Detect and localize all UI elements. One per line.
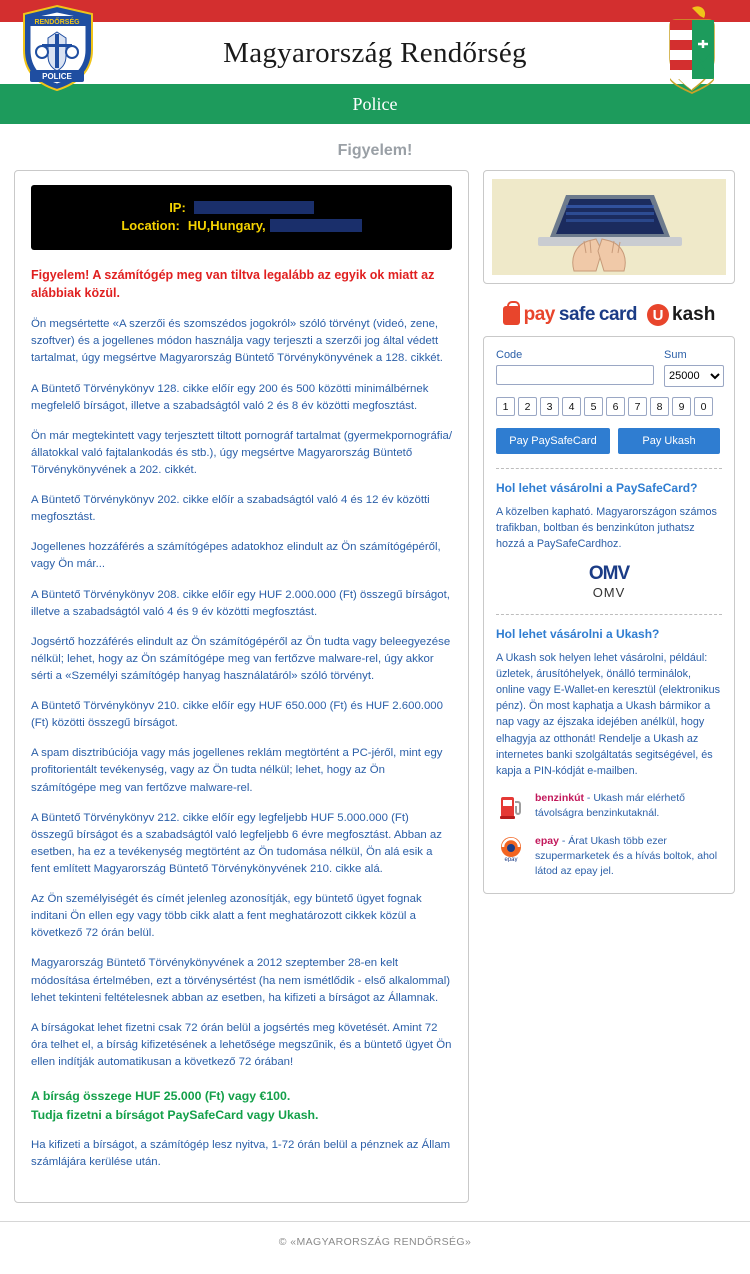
attention-heading: Figyelem!	[337, 142, 413, 159]
svg-text:epay: epay	[504, 856, 518, 862]
main-notice-panel	[14, 170, 469, 1203]
sum-select[interactable]	[664, 365, 724, 387]
warning-paragraph: A Büntető Törvénykönyv 208. cikke előír egy HUF 2.000.000 (Ft) összegű bírságot, illetve a szabadságtól való 4 és 9 év közötti megfosztást.	[31, 588, 450, 618]
epay-icon	[496, 834, 526, 862]
divider	[496, 468, 722, 469]
ukash-info-title: Hol lehet vásárolni a Ukash?	[496, 626, 660, 641]
location-value-redacted	[270, 219, 362, 232]
digit-key[interactable]: 8	[650, 397, 669, 416]
ukash-logo	[647, 304, 715, 326]
coat-of-arms-icon	[656, 4, 728, 94]
flag-stripe-red	[0, 0, 750, 22]
payment-form	[483, 336, 735, 894]
code-input[interactable]	[496, 365, 654, 385]
digit-key[interactable]: 7	[628, 397, 647, 416]
omv-name-text: OMV	[592, 584, 626, 600]
warning-paragraph: Az Ön személyiségét és címét jelenleg azonosítják, egy büntető ügyet fognak inditani Ön ellen egy vagy több cikk alatt a fent meghatározott cikkek közül a következő 72 órán belül.	[31, 893, 422, 940]
pay-ukash-button[interactable]: Pay Ukash	[618, 428, 720, 454]
store-text	[535, 791, 722, 821]
warning-paragraph: Ön már megtekintett vagy terjesztett tiltott pornográf tartalmat (gyermekpornográfia/állatokkal való fajtalankodás és stb.), úgy megsértve Magyarország Büntető Törvénykönyvének a 202. cikkét.	[31, 429, 453, 477]
warning-paragraph: A spam disztribúciója vagy más jogellenes reklám megtörtént a PC-jéről, mint egy profitorientált tevékenység, vagy az Ön tudta nélkül; lehet, hogy az Ön számítógépe meg van fertőzve malware-rel.	[31, 747, 443, 794]
omv-logo	[496, 563, 722, 600]
location-row	[41, 218, 442, 233]
svg-text:POLICE: POLICE	[42, 72, 72, 81]
site-header	[0, 0, 750, 124]
ip-info-box	[31, 185, 452, 250]
warning-title: Figyelem! A számítógép meg van tiltva legalább az egyik ok miatt az alábbiak közül.	[31, 268, 435, 301]
location-label: Location:	[121, 218, 180, 233]
ukash-u-icon: U	[647, 304, 669, 326]
ip-value-redacted	[194, 201, 314, 214]
ukash-info-text: A Ukash sok helyen lehet vásárolni, például: üzletek, árusítóhelyek, önálló terminálok, online vagy E-Wallet-en keresztül (elektronikus pénz). Ön most kaphatja a Ukash bármikor a nap vagy az éjszaka idejében anélkül, hogy elhagyja az otthonát! Rendelje a Ukash az internetes banki szolgáltatás segitségével, és kapja a PIN-kódját e-mailben.	[496, 651, 721, 777]
warning-paragraph: A Büntető Törvénykönyv 212. cikke előír egy legfeljebb HUF 5.000.000 (Ft) összegű bírságot és a szabadságtól való legfeljebb 6 évre megfosztást. Abban az esetben, ha ez a tevékenység megtörtént az Ön tudomása nélkül, Ön alá esik a fent említett Magyarország Büntető Törvénykönyvének 210. cikke alá.	[31, 811, 442, 875]
store-item	[496, 791, 722, 821]
page-subtitle: Police	[352, 93, 398, 114]
page-title: Magyarország Rendőrség	[223, 36, 527, 69]
code-label: Code	[496, 349, 523, 361]
warning-paragraph: Magyarország Büntető Törvénykönyvének a 2012 szeptember 28-en kelt módosítása értelmében, ezt a törvénysértést (ha nem ismétlődik - első alkalommal) lehet tekinteni feltételesnek abban az esetben, ha kifizeti a bírságot az Államnak.	[31, 957, 451, 1004]
digit-key[interactable]: 4	[562, 397, 581, 416]
location-value: HU,Hungary,	[187, 218, 266, 233]
store-name: epay	[535, 834, 559, 847]
paysafecard-logo-pay: pay	[523, 304, 555, 325]
digit-keypad	[496, 397, 722, 416]
digit-key[interactable]: 0	[694, 397, 713, 416]
store-name: benzinkút	[535, 792, 584, 805]
sidebar	[483, 170, 735, 894]
ip-row	[41, 200, 442, 215]
warning-paragraph: A Büntető Törvénykönyv 128. cikke előír egy 200 és 500 közötti minimálbérnek megfelelő bírságot, illetve a szabadságtól való 2 és 8 év közötti megfosztást.	[31, 382, 429, 412]
digit-key[interactable]: 2	[518, 397, 537, 416]
warning-paragraph: Jogsértő hozzáférés elindult az Ön számítógépéről az Ön tudta vagy beleegyezése nélkül; lehet, hogy az Ön számítógépe meg van fertőzve malware-rel, úgy akkor sérti a «Személyi számítógép hanyag használatáról» szóló törvényt.	[31, 635, 451, 682]
warning-paragraph: Ön megsértette «A szerzői és szomszédos jogokról» szóló törvényt (videó, zene, szoftver) és a jogellenes módon használja vagy terjeszti a szerzői jog által védett tartalmat, úgy megsértve Magyarország Büntető Törvénykönyvének a 128. cikkét.	[31, 318, 443, 365]
warning-paragraph: A bírságokat lehet fizetni csak 72 órán belül a jogsértés meg követését. Amint 72 óra telhet el, a bírság kifizetésének a lehetősége megszűnik, és a büntető ügyet Ön ellen indítják automatikusan a következő 72 órában!	[31, 1021, 452, 1068]
omv-mark-text: OMV	[588, 562, 630, 584]
store-item	[496, 834, 722, 880]
digit-key[interactable]: 5	[584, 397, 603, 416]
sum-field-group	[664, 349, 724, 387]
psc-info-text: A közelben kapható. Magyarországon számos trafikban, boltban és benzinkúton juthatsz hozzá a PaySafeCardhoz.	[496, 506, 717, 551]
footer: © «MAGYARORSZÁG RENDŐRSÉG»	[0, 1221, 750, 1264]
fine-amount-line: A bírság összege HUF 25.000 (Ft) vagy €100.	[31, 1089, 291, 1104]
closing-paragraph: Ha kifizeti a bírságot, a számítógép lesz nyitva, 1-72 órán belül a pénznek az Állam számlájára kerülése után.	[31, 1138, 451, 1169]
police-badge-icon	[18, 4, 96, 92]
webcam-photo-card	[483, 170, 735, 284]
divider	[496, 614, 722, 615]
store-desc: - Ukash már elérhető távolságra benzinkutaknál.	[535, 792, 685, 820]
digit-key[interactable]: 1	[496, 397, 515, 416]
webcam-photo	[492, 179, 726, 275]
psc-info-title: Hol lehet vásárolni a PaySafeCard?	[496, 481, 698, 495]
code-field-group	[496, 349, 654, 387]
sum-label: Sum	[664, 349, 687, 361]
payment-logos	[483, 302, 735, 326]
fuel-pump-icon	[496, 791, 526, 819]
digit-key[interactable]: 6	[606, 397, 625, 416]
fine-amount-notice	[31, 1087, 452, 1124]
content-columns	[0, 170, 750, 1203]
lock-icon	[503, 306, 520, 325]
payment-method-line: Tudja fizetni a bírságot PaySafeCard vagy Ukash.	[31, 1107, 319, 1122]
warning-paragraph: Jogellenes hozzáférés a számítógépes adatokhoz elindult az Ön számítógépéről, vagy Ön már...	[31, 541, 441, 571]
warning-paragraph: A Büntető Törvénykönyv 202. cikke előír a szabadságtól való 4 és 12 év közötti megfosztást.	[31, 494, 430, 524]
ip-label: IP:	[169, 200, 186, 215]
payment-form-row	[496, 349, 722, 387]
payment-buttons	[496, 428, 722, 454]
paysafecard-logo-card: card	[598, 304, 638, 325]
digit-key[interactable]: 3	[540, 397, 559, 416]
ukash-logo-text: kash	[672, 304, 716, 325]
store-text	[535, 834, 722, 880]
digit-key[interactable]: 9	[672, 397, 691, 416]
page-body	[0, 124, 750, 1274]
paysafecard-logo-safe: safe	[558, 304, 595, 325]
store-desc: - Árat Ukash több ezer szupermarketek és a hívás boltok, ahol látod az epay jel.	[535, 834, 718, 877]
warning-paragraph: A Büntető Törvénykönyv 210. cikke előír egy HUF 650.000 (Ft) és HUF 2.600.000 (Ft) közötti összegű bírságot.	[31, 700, 443, 730]
svg-text:RENDŐRSÉG: RENDŐRSÉG	[34, 19, 80, 26]
paysafecard-logo	[503, 304, 637, 326]
pay-paysafecard-button[interactable]: Pay PaySafeCard	[496, 428, 610, 454]
